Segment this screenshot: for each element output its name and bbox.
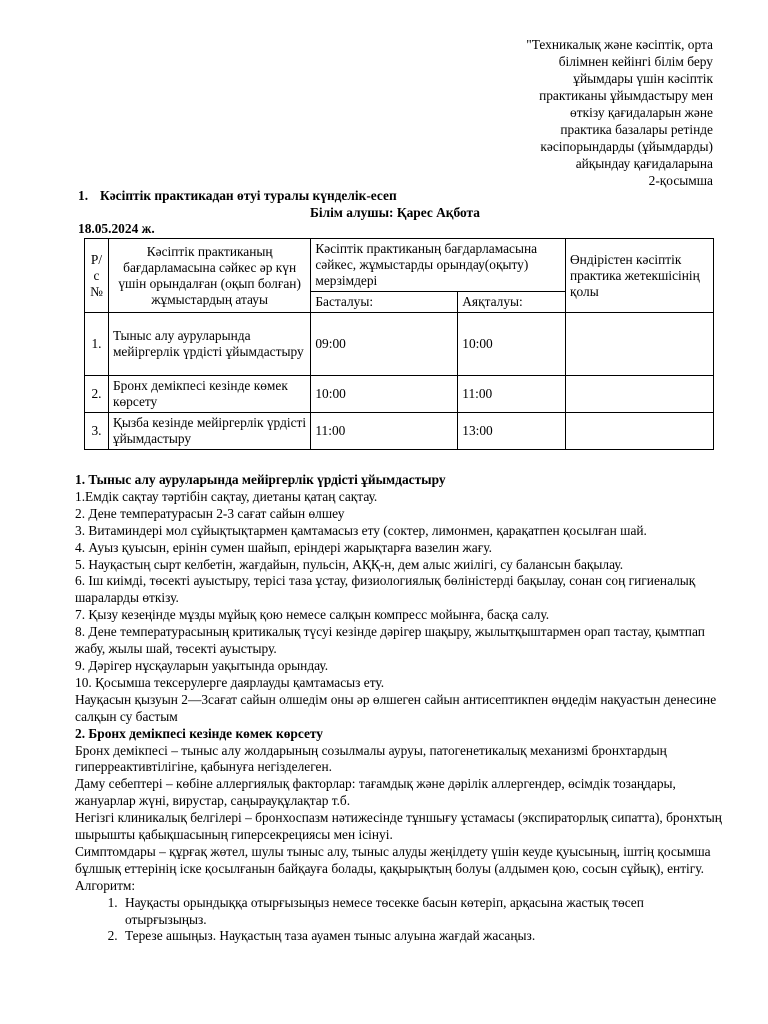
paragraph: Бронх демікпесі – тыныс алу жолдарының созылмалы ауруы, патогенетикалық механизмі бронхтардың гиперреактивтілігіне, қабынуға негізделеген. (75, 742, 667, 775)
row-work-name: Бронх демікпесі кезінде көмек көрсету (108, 376, 310, 413)
algorithm-step: 1. Науқасты орындыққа отырғызыңыз немесе төсекке басын көтеріп, арқасына жастық төсеп отырғызыңыз. (121, 895, 725, 929)
header-num: Р/с № (85, 239, 109, 313)
appendix-note-line: өткізу қағидаларын және (570, 105, 713, 120)
row-signature (565, 376, 713, 413)
row-num: 2. (85, 376, 109, 413)
table-row (85, 413, 714, 450)
care-step: 2. Дене температурасын 2-3 сағат сайын өлшеу (75, 505, 345, 521)
care-step: 8. Дене температурасының критикалық түсуі кезінде дәрігер шақыру, жылытқыштармен орап тастау, қымтпап жабу, жылы шай, төсекті ауыстыру. (75, 624, 705, 657)
row-end-time: 13:00 (458, 413, 566, 450)
section-heading: 1. Тыныс алу ауруларында мейіргерлік үрдісті ұйымдастыру (75, 472, 446, 487)
paragraph: Негізгі клиникалық белгілері – бронхоспазм нәтижесінде тұншығу ұстамасы (экспираторлық сипатта), бронхтың шырышты қабықшасының гиперсекрециясы мен ісінуі. (75, 810, 722, 843)
report-date: 18.05.2024 ж. (78, 221, 155, 236)
report-body (75, 472, 725, 945)
row-end-time: 10:00 (458, 313, 566, 376)
care-step: 3. Витаминдері мол сұйықтықтармен қамтамасыз ету (соктер, лимонмен, қарақатпен қосылған шай. (75, 522, 647, 538)
table-header-row (85, 239, 714, 292)
report-title (78, 188, 397, 204)
row-num: 1. (85, 313, 109, 376)
appendix-note-line: айқындау қағидаларына (575, 156, 713, 171)
row-start-time: 09:00 (311, 313, 458, 376)
care-step: 9. Дәрігер нұсқауларын уақытында орындау. (75, 657, 329, 673)
student-name: Білім алушы: Қарес Ақбота (310, 205, 480, 220)
row-num: 3. (85, 413, 109, 450)
header-end: Аяқталуы: (458, 292, 566, 313)
appendix-note-line: практиканы ұйымдастыру мен (539, 88, 713, 103)
appendix-note-line: білімнен кейінгі білім беру (558, 54, 713, 69)
care-note: Науқасын қызуын 2—3сағат сайын олшедім оны әр өлшеген сайын антисептикпен өңдедім нақуастын денесине салқын су бастым (75, 691, 717, 724)
appendix-note-line: практика базалары ретінде (560, 122, 713, 137)
row-signature (565, 413, 713, 450)
header-schedule: Кәсіптік практиканың бағдарламасына сәйкес, жұмыстарды орындау(оқыту) мерзімдері (311, 239, 566, 292)
row-work-name: Қызба кезінде мейіргерлік үрдісті ұйымдастыру (108, 413, 310, 450)
algorithm-list (75, 895, 725, 946)
header-start: Басталуы: (311, 292, 458, 313)
header-supervisor-signature: Өндірістен кәсіптік практика жетекшісінің қолы (565, 239, 713, 313)
care-step: 10. Қосымша тексерулерге даярлауды қамтамасыз ету. (75, 674, 385, 690)
row-work-name: Тыныс алу ауруларында мейіргерлік үрдісті ұйымдастыру (108, 313, 310, 376)
appendix-note (440, 36, 713, 189)
appendix-note-line: кәсіпорындарды (ұйымдарды) (540, 139, 713, 154)
row-signature (565, 313, 713, 376)
row-start-time: 11:00 (311, 413, 458, 450)
care-step: 5. Науқастың сырт келбетін, жағдайын, пульсін, АҚҚ-н, дем алыс жиілігі, су балансын бақылау. (75, 556, 624, 572)
row-end-time: 11:00 (458, 376, 566, 413)
paragraph: Симптомдары – құрғақ жөтел, шулы тыныс алу, тыныс алуды жеңілдету үшін кеуде қуысының, іштің қосымша бұлшық еттерінің іске қосылғанын байқауға болады, қақырықтың болуы (алдымен қою, сосын сұйық), ентігу. (75, 843, 711, 876)
report-title-text: Кәсіптік практикадан өтуі туралы күнделік-есеп (100, 188, 397, 203)
header-work-name: Кәсіптік практиканың бағдарламасына сәйкес әр күн үшін орындалған (оқып болған) жұмыстардың атауы (108, 239, 310, 313)
care-step: 7. Қызу кезеңінде мұзды мұйық қою немесе салқын компресс мойынға, басқа салу. (75, 607, 550, 623)
algorithm-label: Алгоритм: (75, 877, 136, 893)
section-heading: 2. Бронх демікпесі кезінде көмек көрсету (75, 725, 324, 741)
algorithm-step: 2. Терезе ашыңыз. Науқастың таза ауамен тыныс алуына жағдай жасаңыз. (121, 928, 725, 945)
care-step: 1.Емдік сақтау тәртібін сақтау, диетаны қатаң сақтау. (75, 488, 378, 504)
report-title-number: 1. (78, 188, 89, 203)
appendix-note-line: "Техникалық және кәсіптік, орта (526, 37, 713, 52)
diary-table (84, 238, 714, 450)
paragraph: Даму себептері – көбіне аллергиялық факторлар: тағамдық және дәрілік аллергендер, өсімдік тозаңдары, жануарлар жүні, вирустар, саңырауқұлақтар т.б. (75, 776, 676, 809)
care-step: 6. Іш киімді, төсекті ауыстыру, терісі таза ұстау, физиологиялық бөліністерді бақылау, сонан соң гигиеналық шараларды өткізу. (75, 573, 696, 606)
table-row (85, 313, 714, 376)
care-step: 4. Ауыз қуысын, ерінін сумен шайып, еріндері жарықтарға вазелин жағу. (75, 539, 492, 555)
appendix-note-line: 2-қосымша (648, 173, 713, 188)
row-start-time: 10:00 (311, 376, 458, 413)
table-row (85, 376, 714, 413)
appendix-note-line: ұйымдары үшін кәсіптік (573, 71, 713, 86)
